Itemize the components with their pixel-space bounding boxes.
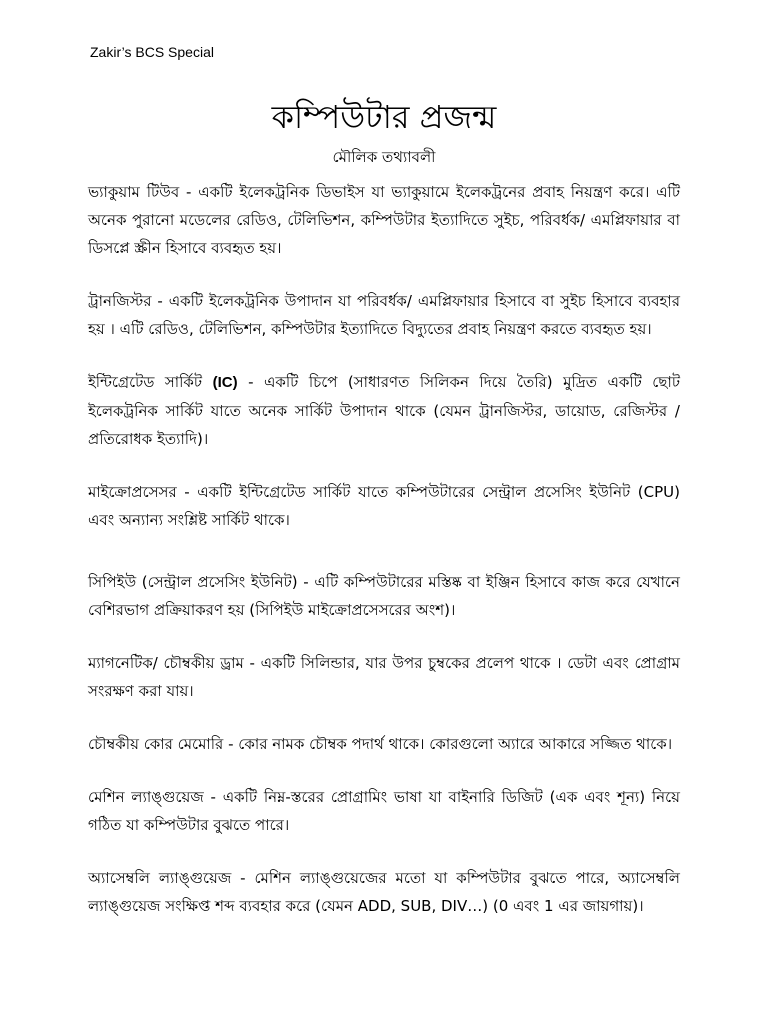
document-title: কম্পিউটার প্রজন্ম [271, 98, 497, 136]
definitions-list [88, 178, 680, 945]
definition-term: মাইক্রোপ্রসেসর [88, 483, 177, 501]
definition-cpu [88, 568, 680, 624]
definition-term: অ্যাসেম্বলি ল্যাঙ্গুয়েজ [88, 869, 232, 887]
definition-machine-language [88, 783, 680, 839]
definition-term: ইন্টিগ্রেটেড সার্কিট [88, 373, 203, 391]
definition-text: - একটি ইন্টিগ্রেটেড সার্কিট যাতে কম্পিউটারের সেন্ট্রাল প্রসেসিং ইউনিট (CPU) এবং অন্যান্য সংশ্লিষ্ট সার্কিট থাকে। [88, 483, 680, 529]
definition-integrated-circuit [88, 368, 680, 453]
definition-assembly-language [88, 864, 680, 920]
definition-transistor [88, 287, 680, 343]
definition-term: সিপিইউ (সেন্ট্রাল প্রসেসিং ইউনিট) [88, 573, 298, 591]
definition-text: - একটি সিলিন্ডার, যার উপর চুম্বকের প্রলেপ থাকে । ডেটা এবং প্রোগ্রাম সংরক্ষণ করা যায়। [88, 654, 681, 700]
definition-text: - মেশিন ল্যাঙ্গুয়েজের মতো যা কম্পিউটার বুঝতে পারে, অ্যাসেম্বলি ল্যাঙ্গুয়েজ সংক্ষিপ্ত শব্দ ব্যবহার করে (যেমন ADD, SUB, DIV…) (0 এবং 1 এর জায়গায়)। [88, 869, 680, 915]
definition-term: ম্যাগনেটিক/ চৌম্বকীয় ড্রাম [88, 654, 244, 672]
definition-text: - একটি নিম্ন-স্তরের প্রোগ্রামিং ভাষা যা বাইনারি ডিজিট (এক এবং শূন্য) নিয়ে গঠিত যা কম্পিউটার বুঝতে পারে। [88, 788, 680, 834]
definition-text: - একটি ইলেকট্রনিক উপাদান যা পরিবর্ধক/ এমপ্লিফায়ার হিসাবে বা সুইচ হিসাবে ব্যবহার হয় । এটি রেডিও, টেলিভিশন, কম্পিউটার ইত্যাদিতে বিদ্যুতের প্রবাহ নিয়ন্ত্রণ করতে ব্যবহৃত হয়। [88, 292, 680, 338]
definition-microprocessor [88, 478, 680, 534]
definition-text: - একটি চিপে (সাধারণত সিলিকন দিয়ে তৈরি) মুদ্রিত একটি ছোট ইলেকট্রনিক সার্কিট যাতে অনেক সার্কিট উপাদান থাকে (যেমন ট্রানজিস্টর, ডায়োড, রেজিস্টর / প্রতিরোধক ইত্যাদি)। [88, 373, 680, 448]
document-subtitle: মৌলিক তথ্যাবলী [332, 148, 436, 166]
definition-abbreviation: (IC) [212, 374, 238, 391]
definition-term: ভ্যাকুয়াম টিউব [88, 183, 180, 201]
definition-text: - এটি কম্পিউটারের মস্তিষ্ক বা ইঞ্জিন হিসাবে কাজ করে যেখানে বেশিরভাগ প্রক্রিয়াকরণ হয় (সিপিইউ মাইক্রোপ্রসেসরের অংশ)। [88, 573, 680, 619]
header-note: Zakir’s BCS Special [90, 44, 214, 60]
definition-vacuum-tube [88, 178, 680, 262]
definition-text: - কোর নামক চৌম্বক পদার্থ থাকে। কোরগুলো অ্যারে আকারে সজ্জিত থাকে। [223, 735, 673, 753]
definition-term: ট্রানজিস্টর [88, 292, 152, 310]
definition-term: চৌম্বকীয় কোর মেমোরি [88, 735, 224, 753]
definition-term: মেশিন ল্যাঙ্গুয়েজ [88, 788, 204, 806]
definition-magnetic-drum [88, 649, 680, 705]
definition-text: - একটি ইলেকট্রনিক ডিভাইস যা ভ্যাকুয়ামে ইলেকট্রনের প্রবাহ নিয়ন্ত্রণ করে। এটি অনেক পুরানো মডেলের রেডিও, টেলিভিশন, কম্পিউটার ইত্যাদিতে সুইচ, পরিবর্ধক/ এমপ্লিফায়ার বা ডিসপ্লে স্ক্রীন হিসাবে ব্যবহৃত হয়। [88, 183, 681, 257]
definition-magnetic-core-memory [88, 730, 680, 758]
